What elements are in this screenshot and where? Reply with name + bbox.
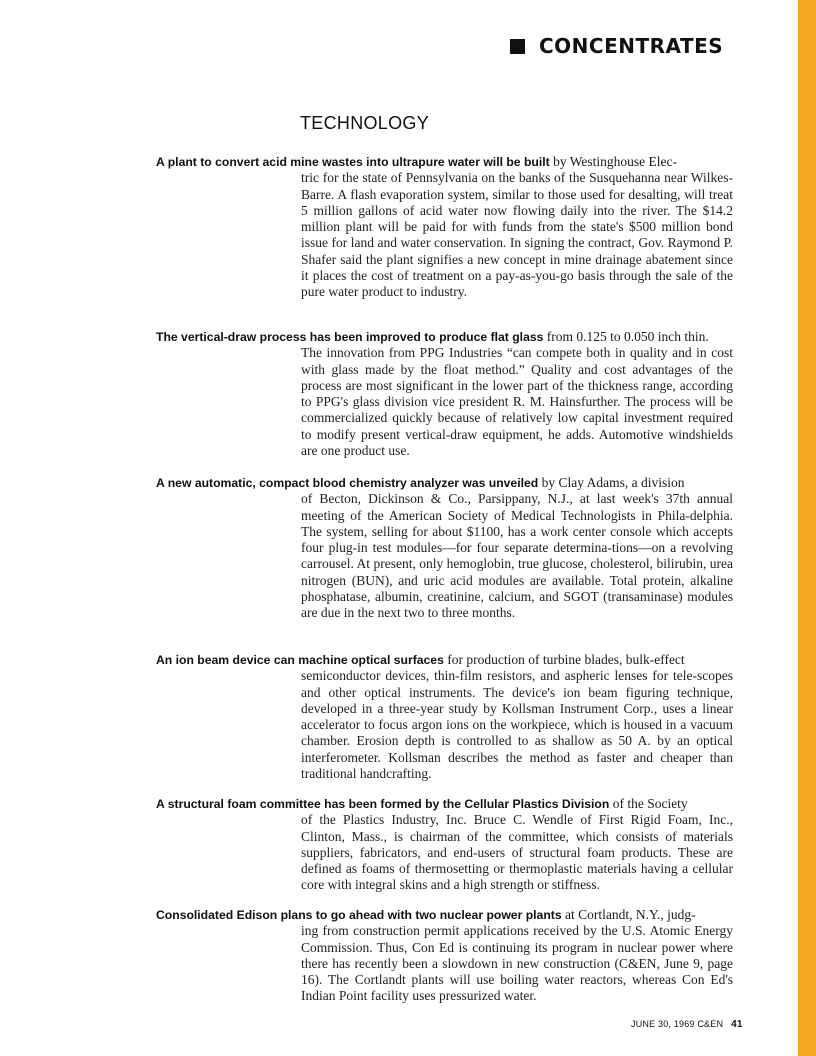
item-first-rest: for production of turbine blades, bulk-effect [443, 652, 685, 667]
item-first-line [156, 154, 733, 170]
item-first-line [156, 652, 733, 668]
item-first-line [156, 907, 733, 923]
header-title: CONCENTRATES [539, 34, 724, 58]
news-item [156, 154, 733, 301]
item-lead: A new automatic, compact blood chemistry analyzer was unveiled [156, 476, 539, 490]
footer-date: JUNE 30, 1969 C&EN [631, 1019, 724, 1029]
news-item [156, 475, 733, 622]
item-body: of Becton, Dickinson & Co., Parsippany, N.J., at last week's 37th annual meeting of the American Society of Medical Technologists in Phila-delphia. The system, selling for about $1100, has a work center console which accepts four plug-in test modules—for four separate determina-tions—on a revolving carrousel. At present, only hemoglobin, true glucose, cholesterol, bilirubin, urea nitrogen (BUN), and uric acid modules are available. Total protein, alkaline phosphatase, albumin, creatinine, calcium, and SGOT (transaminase) modules are due in the next two to three months. [301, 491, 733, 621]
news-item [156, 652, 733, 782]
item-lead: A structural foam committee has been formed by the Cellular Plastics Division [156, 797, 610, 811]
item-first-rest: of the Society [609, 796, 688, 811]
item-lead: An ion beam device can machine optical surfaces [156, 653, 444, 667]
item-first-rest: by Clay Adams, a division [538, 475, 685, 490]
item-first-line [156, 475, 733, 491]
item-lead: Consolidated Edison plans to go ahead with two nuclear power plants [156, 908, 562, 922]
page-edge-bar [798, 0, 816, 1056]
item-first-line [156, 329, 733, 345]
item-body: ing from construction permit applications received by the U.S. Atomic Energy Commission. Thus, Con Ed is continuing its program in nuclear power where there has recently been a slowdown in new construction (C&EN, June 9, page 16). The Cortlandt plants will use boiling water reactors, whereas Con Ed's Indian Point facility uses pressurized water. [301, 923, 733, 1004]
item-first-rest: at Cortlandt, N.Y., judg- [561, 907, 696, 922]
item-body: tric for the state of Pennsylvania on the banks of the Susquehanna near Wilkes-Barre. A flash evaporation system, similar to those used for desalting, will treat 5 million gallons of acid water now flowing daily into the river. The $14.2 million plant will be paid for with funds from the state's $500 million bond issue for land and water conservation. In signing the contract, Gov. Raymond P. Shafer said the plant signifies a new concept in mine drainage abatement since it places the cost of treatment on a pay-as-you-go basis through the sale of the pure water product to industry. [301, 170, 733, 300]
item-body: The innovation from PPG Industries “can compete both in quality and in cost with glass made by the float method.” Quality and cost advantages of the process are most significant in the lower part of the thickness range, according to PPG's glass division vice president R. M. Hainsfurther. The process will be commercialized quickly because of relatively low capital investment required to modify present vertical-draw equipment, he adds. Automotive windshields are one product use. [301, 345, 733, 459]
item-lead: A plant to convert acid mine wastes into ultrapure water will be built [156, 155, 550, 169]
item-first-rest: from 0.125 to 0.050 inch thin. [543, 329, 709, 344]
header [510, 34, 723, 58]
page-number: 41 [731, 1019, 743, 1030]
section-title: TECHNOLOGY [300, 113, 430, 133]
news-item [156, 907, 733, 1005]
item-lead: The vertical-draw process has been improved to produce flat glass [156, 330, 544, 344]
page-footer [631, 1019, 743, 1030]
item-first-line [156, 796, 733, 812]
header-square-icon [510, 39, 525, 54]
news-item [156, 329, 733, 459]
news-item [156, 796, 733, 894]
item-body: of the Plastics Industry, Inc. Bruce C. Wendle of First Rigid Foam, Inc., Clinton, Mass., is chairman of the committee, which consists of materials suppliers, fabricators, and end-users of structural foam products. These are defined as foams of thermosetting or thermoplastic materials having a cellular core with integral skins and a high strength or stiffness. [301, 812, 733, 893]
item-first-rest: by Westinghouse Elec- [549, 154, 677, 169]
item-body: semiconductor devices, thin-film resistors, and aspheric lenses for tele-scopes and other optical instruments. The device's ion beam figuring technique, developed in a three-year study by Kollsman Instrument Corp., uses a linear accelerator to focus argon ions on the workpiece, which is housed in a vacuum chamber. Erosion depth is controlled to as shallow as 50 A. by an optical interferometer. Kollsman describes the method as faster and cheaper than traditional handcrafting. [301, 668, 733, 782]
